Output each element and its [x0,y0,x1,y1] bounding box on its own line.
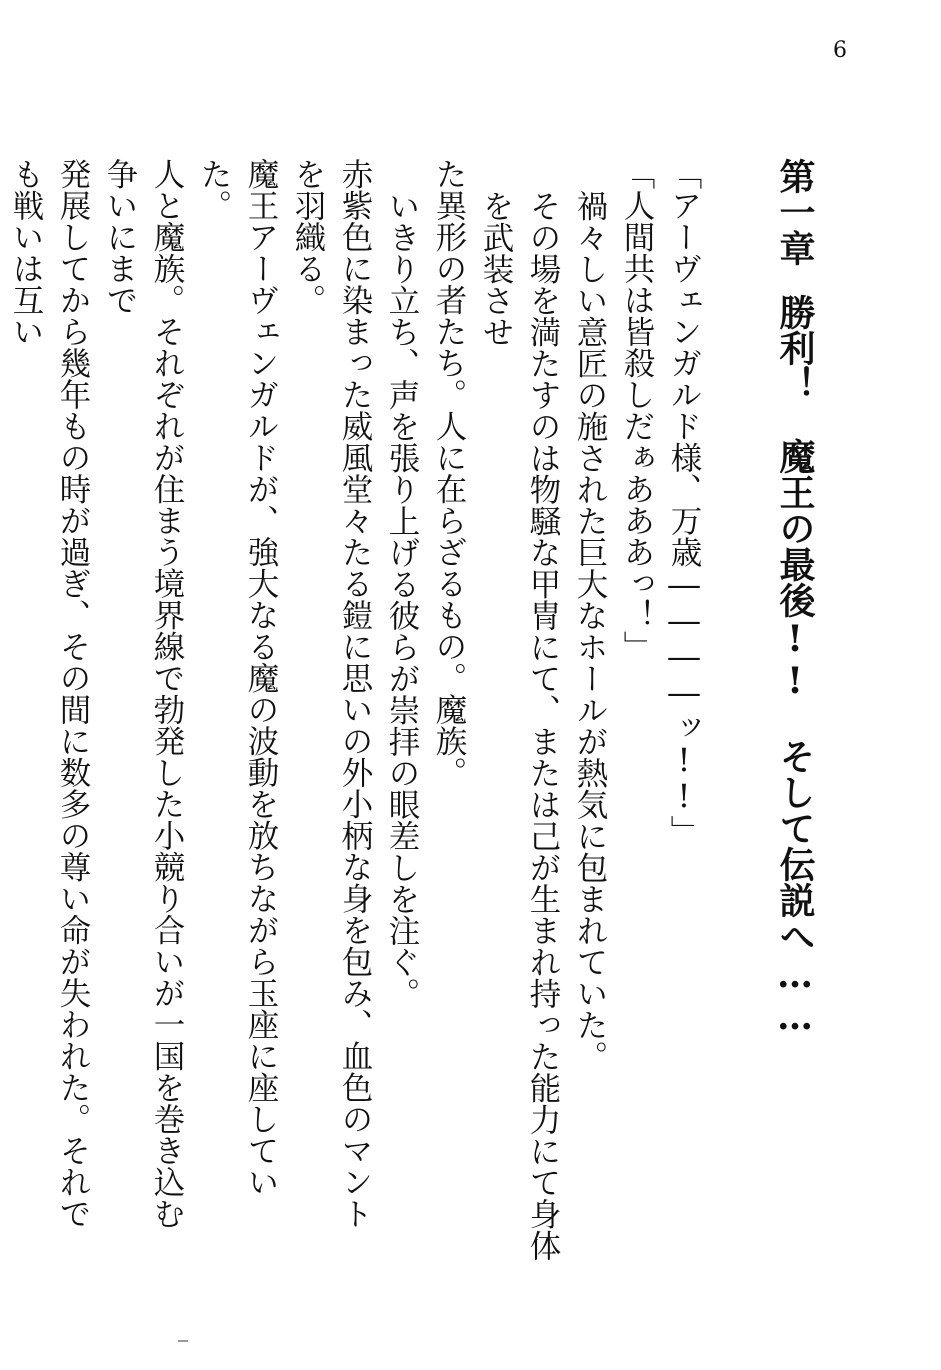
page-number: 6 [833,38,847,63]
chapter-label: 第一章 [774,158,816,266]
dialogue-line: 「人間共は皆殺しだぁあああっ！」 [619,158,655,662]
paragraph-line [0,158,2,1248]
paragraph-line: た異形の者たち。人に在らざるもの。魔族。 [431,158,467,788]
dialogue-line: 「アーヴェンガルド様、万歳――――ッ!!」 [666,158,702,847]
paragraph-line: いきり立ち、声を張り上げる彼らが崇拝の眼差しを注ぐ。 [384,189,420,1009]
scan-speck [178,1340,188,1342]
paragraph-line: 魔王アーヴェンガルドが、強大なる魔の波動を放ちながら玉座に座していた。 [196,158,279,1198]
paragraph-line: 赤紫色に染まった威風堂々たる鎧に思いの外小柄な身を包み、血色のマントを羽織る。 [290,158,373,1229]
vertical-text-block [0,158,816,1261]
paragraph-line: 発展してから幾年もの時が過ぎ、その間に数多の尊い命が失われた。それでも戦いは互い [8,158,91,1229]
chapter-heading [774,158,816,1248]
paragraph-line: 禍々しい意匠の施された巨大なホールが熱気に包まれていた。 [572,189,608,1072]
paragraph-line: 人と魔族。それぞれが住まう境界線で勃発した小競り合いが一国を巻き込む争いにまで [102,158,185,1229]
paragraph-line: その場を満たすのは物騒な甲冑にて、または己が生まれ持った能力にて身体を武装させ [478,189,561,1261]
chapter-title: 勝利！ 魔王の最後!! そして伝説へ…… [774,294,816,1038]
